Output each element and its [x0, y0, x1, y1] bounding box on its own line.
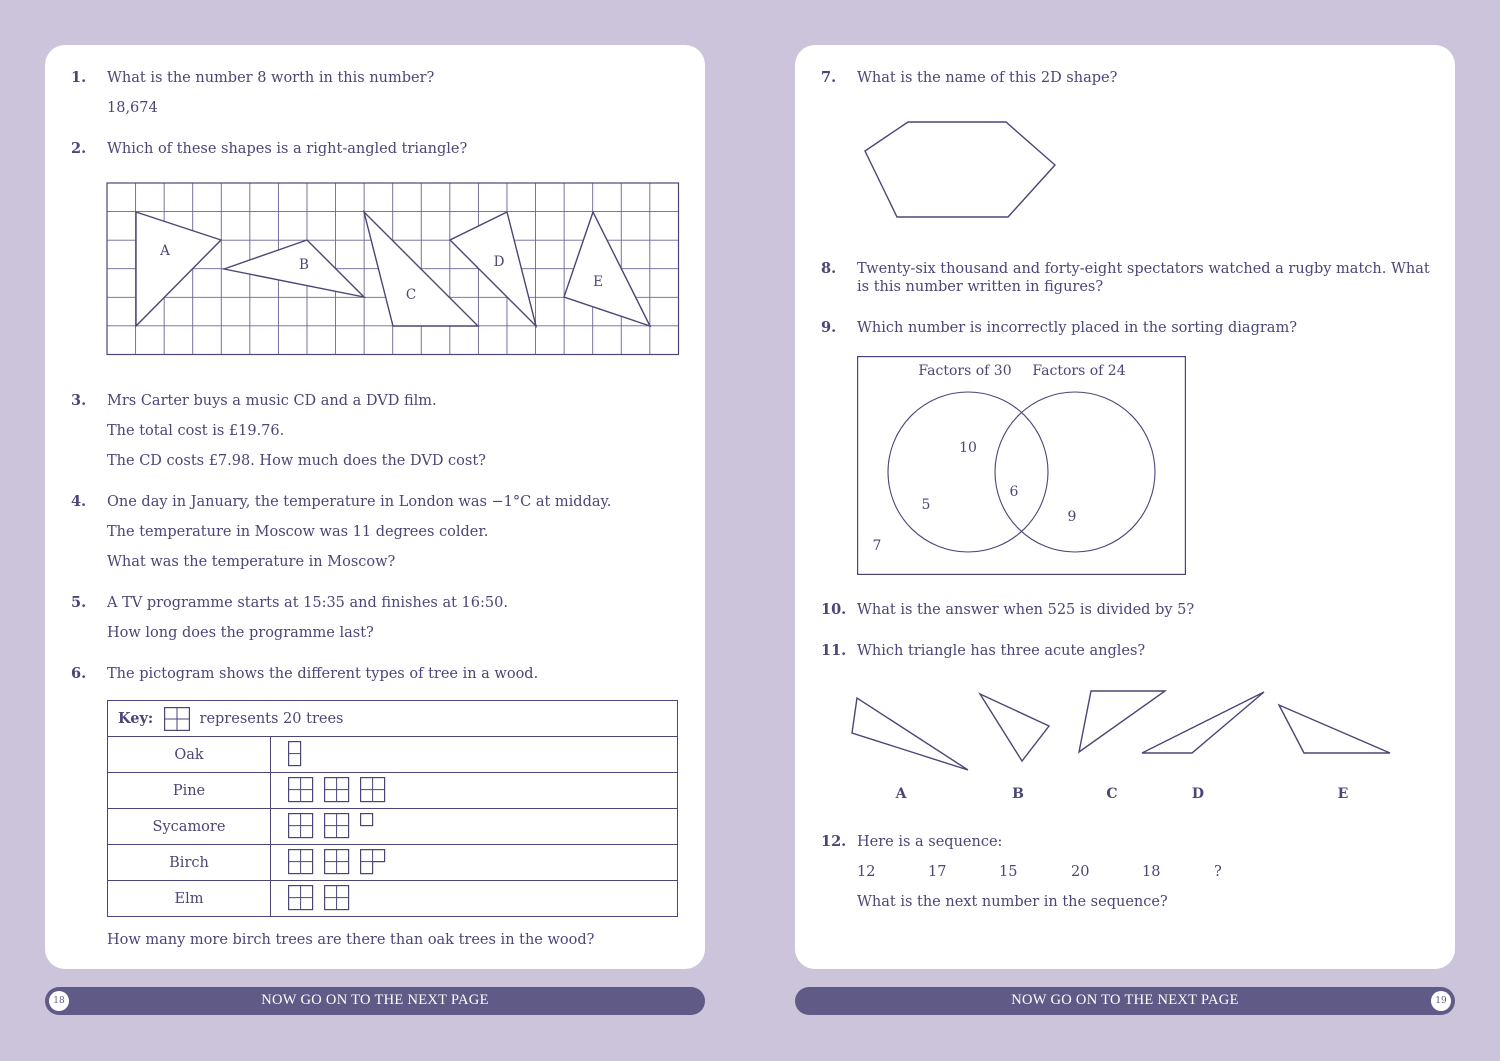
tree-symbol — [361, 778, 385, 802]
q2-text: Which of these shapes is a right-angled triangle? — [107, 141, 468, 157]
q4-line-2: The temperature in Moscow was 11 degrees colder. — [107, 524, 489, 540]
row-symbols-birch — [271, 845, 678, 881]
sequence-term-5: 18 — [1142, 864, 1161, 880]
triangle-option-label-d: D — [1191, 786, 1205, 802]
q3-line-2: The total cost is £19.76. — [107, 423, 285, 439]
triangle-option-label-c: C — [1106, 786, 1118, 802]
row-label-pine: Pine — [108, 773, 271, 809]
pictogram-symbols — [288, 813, 408, 841]
row-label-birch: Birch — [108, 845, 271, 881]
triangle-option-label-a: A — [895, 786, 907, 802]
venn-diagram — [857, 356, 1186, 575]
q8-number: 8. — [821, 260, 837, 277]
partial-tree-symbol — [361, 814, 373, 826]
q3-line-1: Mrs Carter buys a music CD and a DVD film. — [107, 393, 437, 409]
q5-number: 5. — [71, 594, 87, 611]
q1-number: 1. — [71, 69, 87, 86]
footer-left-text: NOW GO ON TO THE NEXT PAGE — [261, 992, 489, 1008]
triangle-grid — [107, 183, 679, 355]
q12-number: 12. — [821, 833, 847, 850]
q12-question: What is the next number in the sequence? — [857, 894, 1168, 910]
triangle-option-e[interactable] — [1279, 705, 1390, 753]
triangle-option-label-b: B — [1012, 786, 1024, 802]
q1-value: 18,674 — [107, 100, 158, 116]
q7-number: 7. — [821, 69, 837, 86]
row-label-sycamore: Sycamore — [108, 809, 271, 845]
pictogram-symbols — [288, 777, 408, 805]
sequence-term-2: 17 — [928, 864, 947, 880]
row-label-elm: Elm — [108, 881, 271, 917]
page-number-right: 19 — [1431, 991, 1451, 1011]
right-page — [795, 45, 1455, 969]
q6-text: The pictogram shows the different types of tree in a wood. — [107, 666, 539, 682]
venn-number-10: 10 — [959, 440, 977, 456]
pictogram-row — [108, 845, 678, 881]
q12-text: Here is a sequence: — [857, 834, 1003, 850]
sequence-term-unknown: ? — [1214, 864, 1222, 880]
footer-right — [795, 987, 1455, 1015]
tree-symbol — [325, 778, 349, 802]
q5-line-2: How long does the programme last? — [107, 625, 374, 641]
pictogram-symbols — [288, 849, 408, 877]
q8-text: Twenty-six thousand and forty-eight spectators watched a rugby match. What is this number written in figures? — [857, 261, 1430, 295]
venn-label-factors-30: Factors of 30 — [918, 363, 1012, 379]
page-number-left: 18 — [49, 991, 69, 1011]
q5-line-1: A TV programme starts at 15:35 and finishes at 16:50. — [107, 595, 508, 611]
footer-right-text: NOW GO ON TO THE NEXT PAGE — [1011, 992, 1239, 1008]
key-label: Key: — [118, 709, 154, 727]
tree-symbol — [289, 850, 313, 874]
row-label-oak: Oak — [108, 737, 271, 773]
pictogram-symbols — [288, 885, 408, 913]
venn-number-9: 9 — [1067, 509, 1077, 525]
q2-number: 2. — [71, 140, 87, 157]
q4-line-3: What was the temperature in Moscow? — [107, 554, 396, 570]
venn-number-6: 6 — [1009, 484, 1019, 500]
q3-line-3: The CD costs £7.98. How much does the DVD cost? — [107, 453, 486, 469]
triangle-option-a[interactable] — [852, 698, 968, 770]
triangle-label-d: D — [493, 254, 505, 270]
sequence-term-3: 15 — [999, 864, 1018, 880]
q10-text: What is the answer when 525 is divided by 5? — [857, 602, 1195, 618]
venn-label-factors-24: Factors of 24 — [1032, 363, 1126, 379]
venn-number-7: 7 — [872, 538, 882, 554]
pictogram-row — [108, 737, 678, 773]
triangle-option-b[interactable] — [980, 694, 1049, 761]
hexagon-shape — [863, 120, 1058, 220]
venn-circle-factors-30 — [888, 392, 1048, 552]
tree-symbol — [325, 886, 349, 910]
q9-text: Which number is incorrectly placed in the sorting diagram? — [857, 320, 1297, 336]
q3-number: 3. — [71, 392, 87, 409]
left-page — [45, 45, 705, 969]
triangle-label-b: B — [299, 257, 309, 273]
triangle-option-label-e: E — [1337, 786, 1349, 802]
triangle-option-c[interactable] — [1079, 691, 1165, 752]
triangle-label-e: E — [593, 274, 603, 290]
triangle-option-d[interactable] — [1142, 692, 1264, 753]
row-symbols-pine — [271, 773, 678, 809]
q6-number: 6. — [71, 665, 87, 682]
tree-symbol — [289, 886, 313, 910]
acute-triangles — [845, 685, 1395, 810]
pictogram-key-row — [108, 701, 678, 737]
venn-number-5: 5 — [921, 497, 931, 513]
q4-number: 4. — [71, 493, 87, 510]
sequence-term-4: 20 — [1071, 864, 1090, 880]
tree-symbol — [325, 814, 349, 838]
key-text: represents 20 trees — [199, 710, 344, 727]
q6-question: How many more birch trees are there than oak trees in the wood? — [107, 932, 595, 948]
tree-symbol — [325, 850, 349, 874]
row-symbols-oak — [271, 737, 678, 773]
pictogram-row — [108, 881, 678, 917]
row-symbols-elm — [271, 881, 678, 917]
row-symbols-sycamore — [271, 809, 678, 845]
q9-number: 9. — [821, 319, 837, 336]
key-symbol-icon — [164, 707, 190, 731]
tree-symbol — [289, 814, 313, 838]
q11-number: 11. — [821, 642, 847, 659]
q10-number: 10. — [821, 601, 847, 618]
q1-text: What is the number 8 worth in this number? — [107, 70, 435, 86]
q7-text: What is the name of this 2D shape? — [857, 70, 1118, 86]
pictogram-row — [108, 809, 678, 845]
sequence-term-1: 12 — [857, 864, 876, 880]
pictogram-table — [107, 700, 678, 917]
q4-line-1: One day in January, the temperature in London was −1°C at midday. — [107, 494, 612, 510]
venn-circle-factors-24 — [995, 392, 1155, 552]
partial-tree-symbol — [289, 742, 301, 766]
pictogram-row — [108, 773, 678, 809]
triangle-label-a: A — [160, 243, 170, 259]
tree-symbol — [289, 778, 313, 802]
q11-text: Which triangle has three acute angles? — [857, 643, 1146, 659]
partial-tree-symbol — [361, 850, 385, 874]
triangle-label-c: C — [405, 287, 417, 303]
pictogram-symbols — [288, 741, 408, 769]
footer-left — [45, 987, 705, 1015]
